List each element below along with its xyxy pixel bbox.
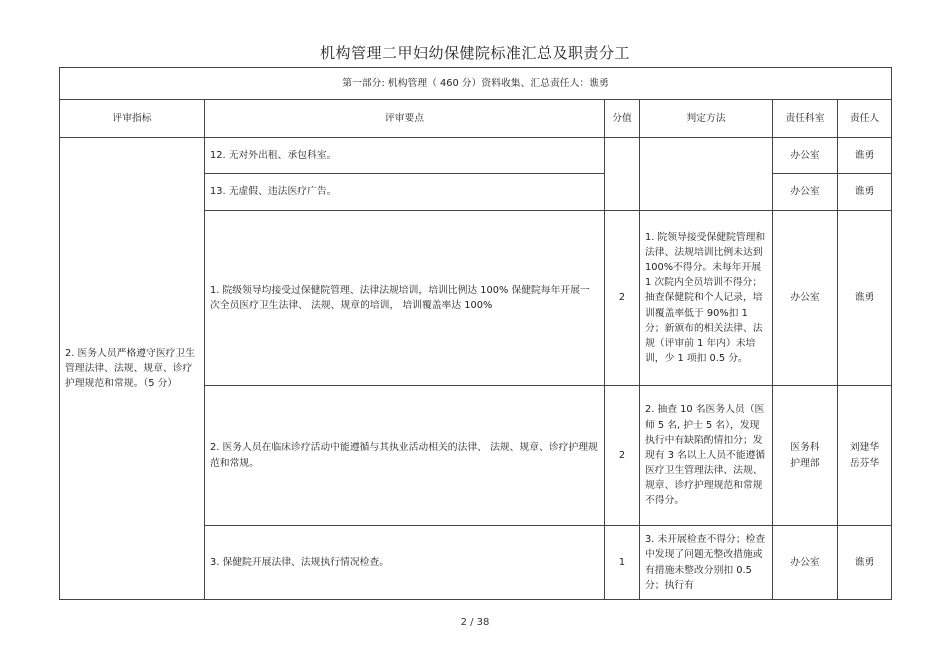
dept-cell: 办公室: [773, 526, 838, 600]
dept-cell: 办公室: [773, 211, 838, 386]
person-cell: 刘建华 岳芬华: [838, 386, 892, 526]
score-cell: 2: [605, 386, 640, 526]
col-header-score: 分值: [605, 100, 640, 138]
person-cell: 谯勇: [838, 174, 892, 211]
point-cell: 3. 保健院开展法律、法规执行情况检查。: [205, 526, 605, 600]
method-cell: 3. 未开展检查不得分；检查中发现了问题无整改措施或有措施未整改分别扣 0.5 分；执行有: [640, 526, 773, 600]
col-header-points: 评审要点: [205, 100, 605, 138]
point-cell: 12. 无对外出租、承包科室。: [205, 138, 605, 174]
score-cell: 2: [605, 211, 640, 386]
dept-cell: 办公室: [773, 174, 838, 211]
point-cell: 2. 医务人员在临床诊疗活动中能遵循与其执业活动相关的法律、 法规、规章、诊疗护理规范和常规。: [205, 386, 605, 526]
col-header-dept: 责任科室: [773, 100, 838, 138]
standards-table: [59, 67, 892, 600]
person-cell: 谯勇: [838, 138, 892, 174]
person-cell: 谯勇: [838, 526, 892, 600]
score-cell: [605, 138, 640, 211]
method-cell: [640, 138, 773, 211]
column-header-row: [60, 100, 892, 138]
page-number: 2 / 38: [460, 617, 490, 628]
indicator-cell: 2. 医务人员严格遵守医疗卫生管理法律、法规、规章、诊疗护理规范和常规。（5 分）: [60, 138, 205, 600]
col-header-method: 判定方法: [640, 100, 773, 138]
dept-cell: 办公室: [773, 138, 838, 174]
table-row: [60, 138, 892, 174]
score-cell: 1: [605, 526, 640, 600]
col-header-person: 责任人: [838, 100, 892, 138]
method-cell: 2. 抽查 10 名医务人员（医师 5 名, 护士 5 名），发现执行中有缺陷酌情扣分；发现有 3 名以上人员不能遵循医疗卫生管理法律、法规、规章、诊疗护理规范和常规不得分。: [640, 386, 773, 526]
part-header: 第一部分: 机构管理（ 460 分）资料收集、汇总责任人：谯勇: [60, 68, 892, 100]
point-cell: 13. 无虚假、违法医疗广告。: [205, 174, 605, 211]
point-cell: 1. 院级领导均接受过保健院管理、法律法规培训，培训比例达 100% 保健院每年开展一次全员医疗卫生法律、 法规、规章的培训， 培训覆盖率达 100%: [205, 211, 605, 386]
document-title: 机构管理二甲妇幼保健院标准汇总及职责分工: [319, 44, 630, 62]
col-header-indicator: 评审指标: [60, 100, 205, 138]
dept-cell: 医务科 护理部: [773, 386, 838, 526]
person-cell: 谯勇: [838, 211, 892, 386]
method-cell: 1. 院领导接受保健院管理和法律、法规培训比例未达到 100%不得分。未每年开展 1 次院内全员培训不得分；抽查保健院和个人记录，培训覆盖率低于 90%扣 1 分；新颁布的相关法律、法规（评审前 1 年内）未培训，少 1 项扣 0.5 分。: [640, 211, 773, 386]
